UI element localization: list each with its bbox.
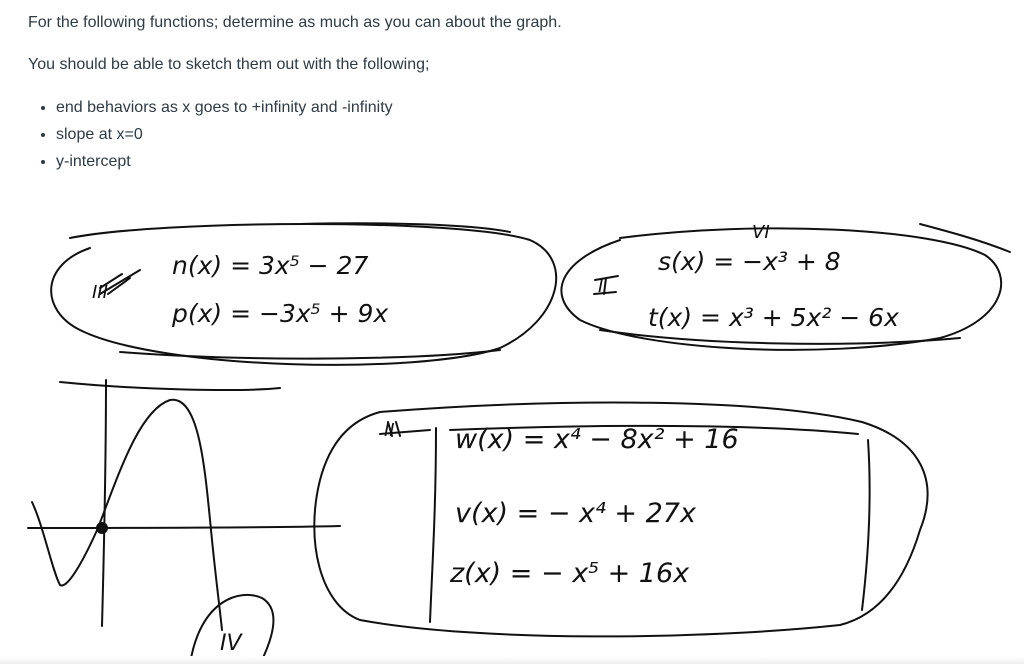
instruction-line-1: For the following functions; determine as much as you can about the graph. <box>28 14 562 31</box>
group-iii-ellipse <box>51 224 556 365</box>
label-group-i: I <box>598 276 604 297</box>
label-group-ii: II <box>384 420 395 441</box>
eq-n: n(x) = 3x⁵ − 27 <box>172 251 369 280</box>
y-axis-line <box>102 380 106 626</box>
list-item: • slope at x=0 <box>56 121 988 148</box>
eq-p: p(x) = −3x⁵ + 9x <box>172 299 389 328</box>
instruction-line-2: You should be able to sketch them out with the following; <box>28 56 430 73</box>
eq-s: s(x) = −x³ + 8 <box>658 247 841 276</box>
mark-bottom: IV <box>220 631 242 656</box>
page-bottom-fade <box>0 656 1024 664</box>
origin-dot <box>97 523 107 533</box>
list-item: • end behaviors as x goes to +infinity and -infinity <box>56 94 988 121</box>
handwritten-sketch <box>0 210 1024 664</box>
list-item: • y-intercept <box>56 148 988 175</box>
x-axis-line <box>28 526 340 528</box>
criteria-list <box>28 94 988 175</box>
eq-w: w(x) = x⁴ − 8x² + 16 <box>455 424 739 455</box>
eq-z: z(x) = − x⁵ + 16x <box>450 558 690 589</box>
sketched-curve <box>32 400 222 630</box>
eq-v: v(x) = − x⁴ + 27x <box>455 498 696 529</box>
eq-t: t(x) = x³ + 5x² − 6x <box>648 303 899 332</box>
instructions-block <box>28 10 988 175</box>
mark-top: VI <box>752 222 770 243</box>
label-group-iii: III <box>92 282 108 303</box>
